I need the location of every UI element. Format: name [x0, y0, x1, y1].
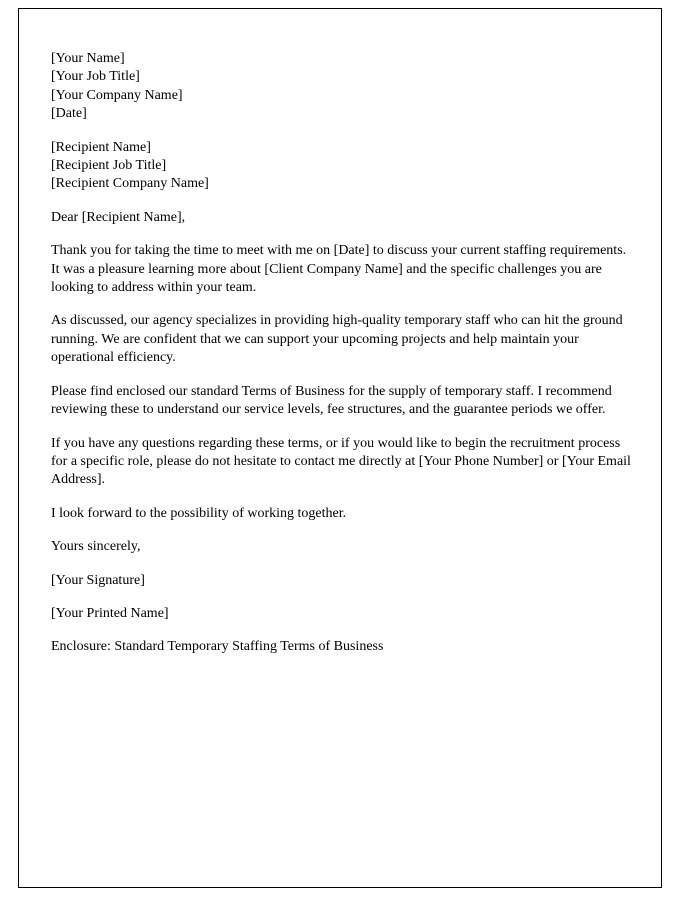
printed-name-placeholder: [Your Printed Name] [51, 605, 169, 621]
enclosure-note: Enclosure: Standard Temporary Staffing Terms of Business [51, 639, 384, 655]
letter-page [18, 8, 662, 888]
letter-date: [Date] [51, 106, 87, 122]
paragraph-terms-enclosed: Please find enclosed our standard Terms of Business for the supply of temporary staff. I recommend reviewing these to understand our service levels, fee structures, and the guarantee periods we offer. [51, 383, 612, 418]
sender-company-name: [Your Company Name] [51, 87, 183, 103]
paragraph-meeting-thanks: Thank you for taking the time to meet with me on [Date] to discuss your current staffing requirements. It was a pleasure learning more about [Client Company Name] and the specific challenges you are looking to address within your team. [51, 243, 627, 296]
paragraph-agency-specialization: As discussed, our agency specializes in providing high-quality temporary staff who can hit the ground running. We are confident that we can support your upcoming projects and help maintain your operational efficiency. [51, 313, 623, 366]
sender-job-title: [Your Job Title] [51, 69, 140, 85]
paragraph-contact-info: If you have any questions regarding these terms, or if you would like to begin the recruitment process for a specific role, please do not hesitate to contact me directly at [Your Phone Number] or [Your Email Address]. [51, 435, 631, 488]
letter-content [19, 9, 661, 657]
signature-placeholder: [Your Signature] [51, 572, 145, 588]
salutation: Dear [Recipient Name], [51, 209, 186, 225]
recipient-company-name: [Recipient Company Name] [51, 176, 209, 192]
sender-name: [Your Name] [51, 51, 125, 66]
paragraph-look-forward: I look forward to the possibility of working together. [51, 505, 347, 521]
recipient-job-title: [Recipient Job Title] [51, 158, 167, 174]
closing: Yours sincerely, [51, 539, 141, 555]
sender-block [51, 50, 633, 124]
recipient-name: [Recipient Name] [51, 139, 151, 155]
recipient-block [51, 139, 633, 194]
